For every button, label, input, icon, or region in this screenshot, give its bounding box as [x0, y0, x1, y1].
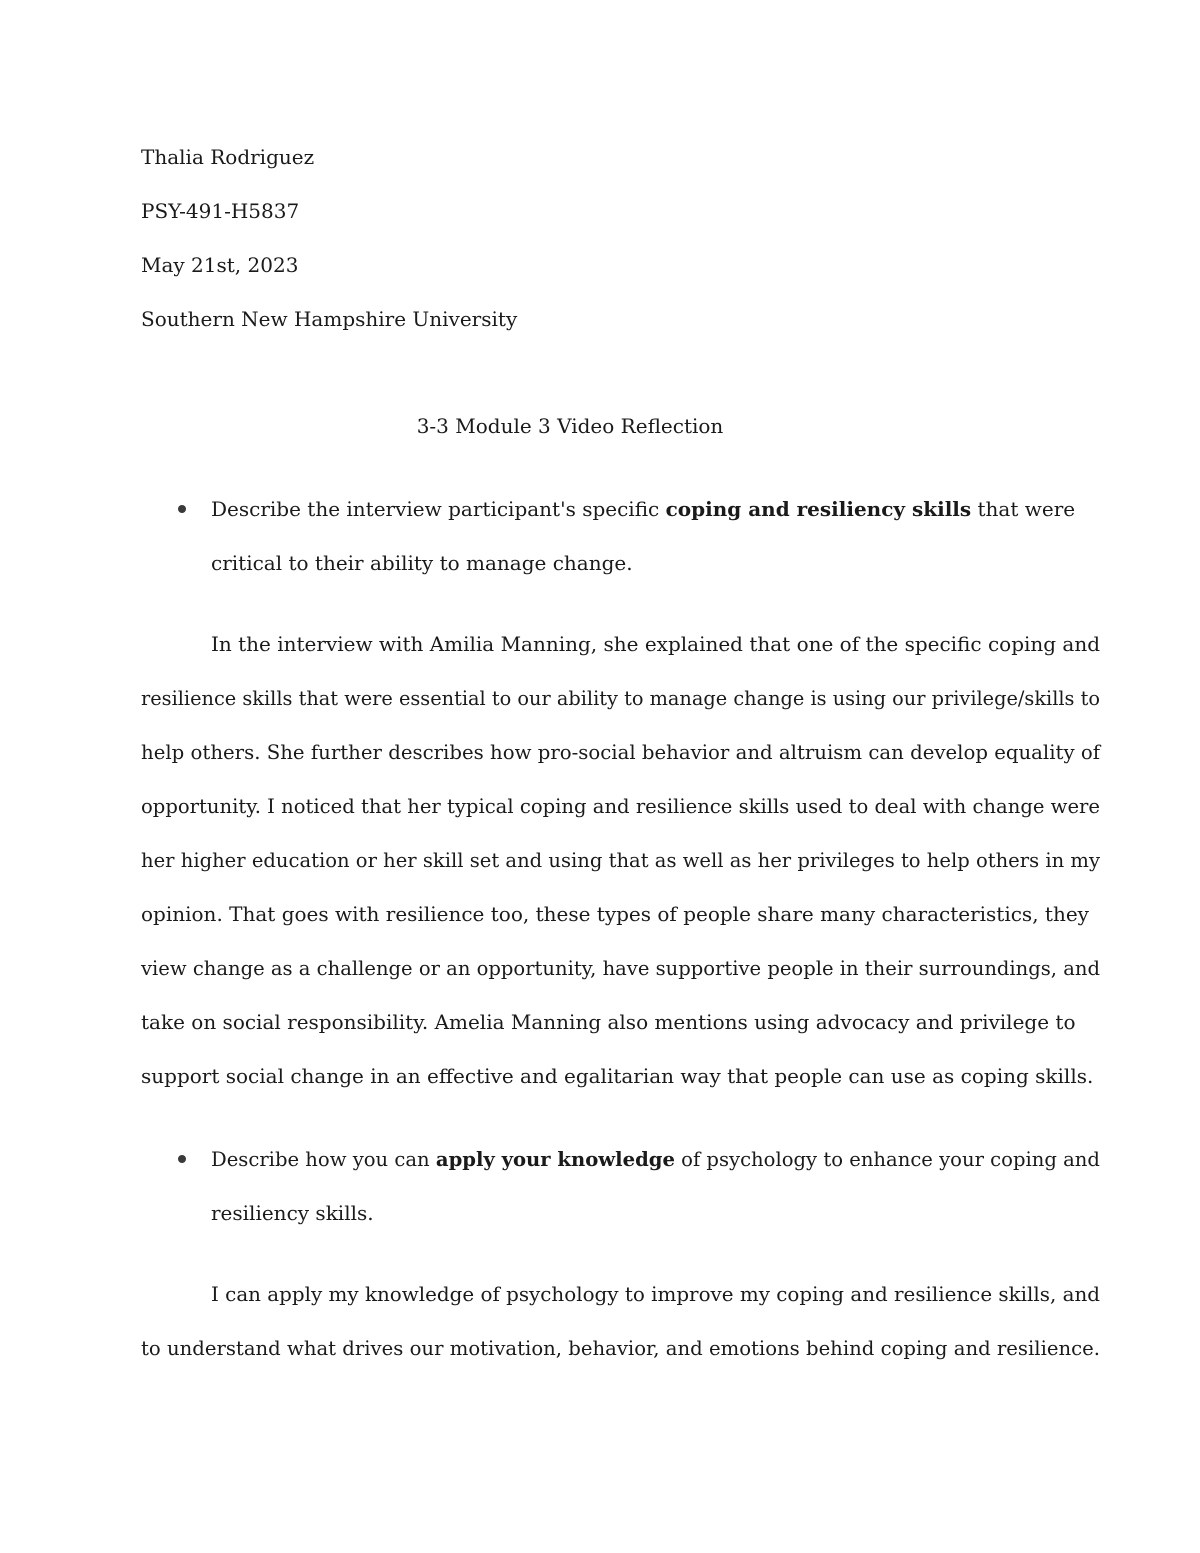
document-title: 3-3 Module 3 Video Reflection — [416, 414, 724, 438]
answer-1-line: take on social responsibility. Amelia Manning also mentions using advocacy and privilege to — [141, 1010, 1076, 1034]
author-name: Thalia Rodriguez — [141, 145, 315, 169]
institution-name: Southern New Hampshire University — [141, 307, 518, 331]
answer-1-line: In the interview with Amilia Manning, she explained that one of the specific coping and — [211, 632, 1101, 656]
question-1-emphasis: coping and resiliency skills — [665, 497, 972, 521]
question-2-text-post: of psychology to enhance your coping and — [674, 1147, 1100, 1171]
question-1-text-pre: Describe the interview participant's specific — [211, 497, 666, 521]
answer-1-line: support social change in an effective and egalitarian way that people can use as coping skills. — [141, 1064, 1094, 1088]
course-code: PSY-491-H5837 — [141, 199, 300, 223]
answer-1-line: opinion. That goes with resilience too, these types of people share many characteristics, they — [141, 902, 1089, 926]
question-2-line-1 — [211, 1147, 1100, 1171]
question-1-line-2: critical to their ability to manage change. — [211, 551, 633, 575]
question-2-line-2: resiliency skills. — [211, 1201, 374, 1225]
answer-1-line: her higher education or her skill set and using that as well as her privileges to help others in my — [141, 848, 1101, 872]
answer-1-line: help others. She further describes how pro-social behavior and altruism can develop equality of — [141, 740, 1101, 764]
question-2-text-pre: Describe how you can — [211, 1147, 436, 1171]
question-1-text-post: that were — [971, 497, 1076, 521]
submission-date: May 21st, 2023 — [141, 253, 299, 277]
answer-1-line: view change as a challenge or an opportunity, have supportive people in their surroundings, and — [141, 956, 1101, 980]
answer-2-line: to understand what drives our motivation, behavior, and emotions behind coping and resilience. — [141, 1336, 1101, 1360]
answer-1-line: resilience skills that were essential to our ability to manage change is using our privilege/skills to — [141, 686, 1101, 710]
bullet-icon — [178, 1155, 186, 1163]
question-2-emphasis: apply your knowledge — [435, 1147, 675, 1171]
bullet-icon — [178, 505, 186, 513]
answer-1-line: opportunity. I noticed that her typical coping and resilience skills used to deal with change were — [141, 794, 1100, 818]
answer-2-line: I can apply my knowledge of psychology to improve my coping and resilience skills, and — [211, 1282, 1100, 1306]
question-1-line-1 — [211, 497, 1075, 521]
